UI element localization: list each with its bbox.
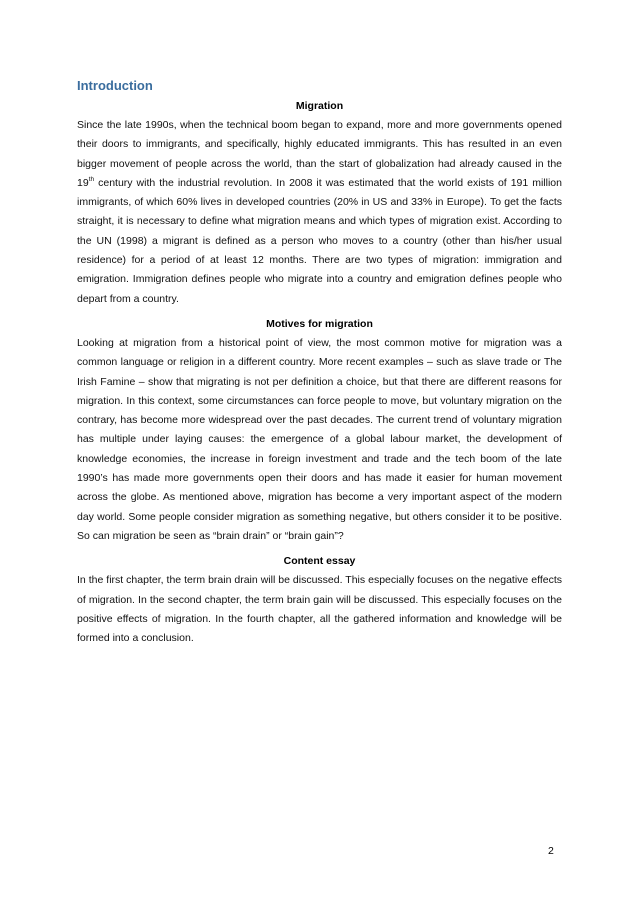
section-title-motives: Motives for migration [266,317,373,330]
paragraph-motives-text: Looking at migration from a historical point of view, the most common motive for migration was a common language or religion in a different country. More recent examples – such as slave trade or The Irish Famine – show that migrating is not per definition a choice, but that there are different reasons for migration. In this context, some circumstances can force people to move, but voluntary migration on the contrary, has become more widespread over the past decades. The current trend of voluntary migration has multiple under laying causes: the emergence of a global labour market, the development of knowledge economies, the increase in foreign investment and trade and the tech boom of the late 1990’s has made more governments open their doors and has made it easier for human movement across the globe. As mentioned above, migration has become a very important aspect of the modern day world. Some people consider migration as something negative, but others consider it to be positive. So can migration be seen as “brain drain” or “brain gain”? [77,336,562,542]
introduction-heading: Introduction [77,78,153,93]
paragraph-motives [77,334,562,546]
paragraph-content-essay [77,571,562,648]
paragraph-content-essay-text: In the first chapter, the term brain drain will be discussed. This especially focuses on the negative effects of migration. In the second chapter, the term brain gain will be discussed. This especially focuses on the positive effects of migration. In the fourth chapter, all the gathered information and knowledge will be formed into a conclusion. [77,574,562,645]
paragraph-migration-part1: Since the late 1990s, when the technical boom began to expand, more and more governments opened their doors to immigrants, and specifically, highly educated immigrants. This has resulted in an even bigger movement of people across the world, than the start of globalization had already caused in the 19 [77,119,562,189]
section-title-migration: Migration [295,100,344,112]
section-migration [77,97,562,309]
document-page [77,77,562,654]
section-title-content-essay: Content essay [283,555,356,568]
section-content-essay [77,552,562,648]
superscript-th: th [88,175,95,183]
paragraph-migration [77,116,562,309]
section-motives [77,315,562,546]
page-number: 2 [548,845,554,857]
paragraph-migration-part2: century with the industrial revolution. In 2008 it was estimated that the world exists of 191 million immigrants, of which 60% lives in developed countries (20% in US and 33% in Europe). To get the facts straight, it is necessary to define what migration means and which types of migration exist. According to the UN (1998) a migrant is defined as a person who moves to a country (other than his/her usual residence) for a period of at least 12 months. There are two types of migration: immigration and emigration. Immigration defines people who migrate into a country and emigration defines people who depart from a country. [77,176,562,305]
